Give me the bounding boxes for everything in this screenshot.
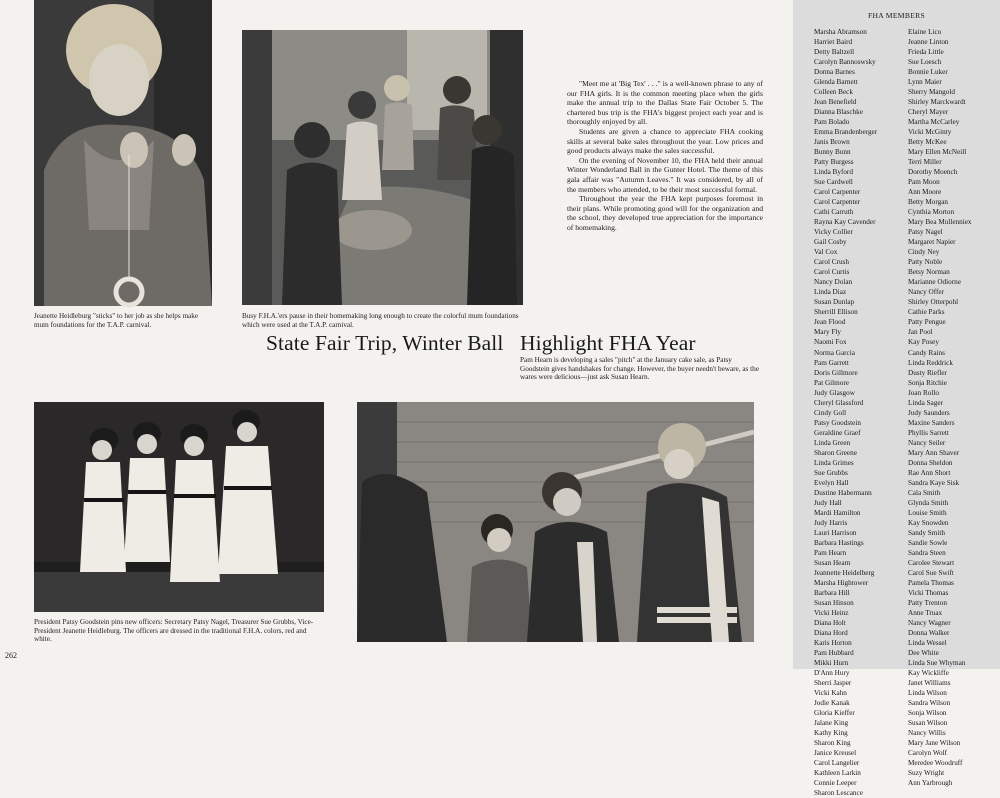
member-name: Cala Smith bbox=[908, 488, 941, 497]
member-name: Sharon King bbox=[814, 739, 851, 748]
member-name: Sue Loesch bbox=[908, 58, 942, 67]
member-name: Patty Pengue bbox=[908, 318, 946, 327]
photo-cake-sale bbox=[357, 402, 754, 642]
member-name: Sonja Ritchie bbox=[908, 378, 947, 387]
member-name: Suzy Wright bbox=[908, 769, 945, 778]
member-name: Ann Moore bbox=[908, 188, 942, 197]
member-name: Candy Rains bbox=[908, 348, 945, 357]
member-name: Sandie Sowle bbox=[908, 538, 948, 547]
caption-photo2: Busy F.H.A.'ers pause in their homemaking long enough to create the colorful mum foundations which were used at the T.A.P. carnival. bbox=[242, 312, 519, 329]
member-name: Sonja Wilson bbox=[908, 709, 947, 718]
member-name: Norma Garcia bbox=[814, 348, 855, 357]
member-name: Kay Posey bbox=[908, 338, 939, 347]
member-name: Marsha Abramson bbox=[814, 28, 867, 36]
member-name: Martha McCarley bbox=[908, 118, 960, 127]
member-name: Linda Wessel bbox=[908, 638, 947, 647]
member-name: D'Ann Hury bbox=[814, 669, 850, 677]
member-name: Kathy King bbox=[814, 729, 848, 738]
member-name: Cindy Goll bbox=[814, 408, 847, 417]
member-name: Margaret Napier bbox=[908, 238, 956, 247]
member-name: Jan Pool bbox=[908, 328, 933, 337]
member-name: Susan Dunlap bbox=[814, 298, 855, 307]
member-name: Patsy Nagel bbox=[908, 228, 943, 237]
member-name: Linda Grimes bbox=[814, 458, 854, 467]
member-name: Kathleen Larkin bbox=[814, 769, 861, 778]
member-name: Patty Noble bbox=[908, 258, 943, 267]
member-name: Vicki McGinty bbox=[908, 128, 952, 137]
caption-photo3: President Patsy Goodstein pins new officers: Secretary Patsy Nagel, Treasurer Sue Grubbs, Vice-President Jeanette Heidleburg. The officers are dressed in the traditional F.H.A. colors, red and white. bbox=[34, 618, 314, 644]
member-name: Val Cox bbox=[814, 248, 838, 257]
member-name: Sherri Jasper bbox=[814, 679, 852, 688]
member-name: Evelyn Hall bbox=[814, 478, 849, 487]
member-name: Linda Byford bbox=[814, 168, 853, 177]
member-name: Carol Crush bbox=[814, 258, 849, 267]
member-name: Lauri Harrison bbox=[814, 528, 857, 537]
members-column-right bbox=[908, 27, 971, 788]
member-name: Lynn Maier bbox=[908, 78, 942, 87]
member-name: Pamela Thomas bbox=[908, 578, 954, 587]
member-name: Janis Brown bbox=[814, 138, 850, 147]
member-name: Louise Smith bbox=[908, 508, 947, 517]
member-name: Meredee Woodruff bbox=[908, 759, 963, 768]
member-name: Sharon Greene bbox=[814, 448, 857, 457]
member-name: Shirley Otterpohl bbox=[908, 298, 959, 307]
member-name: Carolyn Wolf bbox=[908, 749, 948, 758]
member-name: Dustine Habermann bbox=[814, 488, 872, 497]
member-name: Linda Green bbox=[814, 438, 851, 447]
members-column-left bbox=[814, 27, 877, 798]
member-name: Glenda Barnett bbox=[814, 78, 858, 87]
member-name: Sherrill Ellison bbox=[814, 308, 858, 317]
member-name: Betty Morgan bbox=[908, 198, 948, 207]
members-title: FHA MEMBERS bbox=[867, 11, 926, 20]
member-name: Gail Cosby bbox=[814, 238, 847, 247]
member-name: Connie Leeper bbox=[814, 779, 857, 788]
member-name: Janet Williams bbox=[908, 679, 951, 688]
member-name: Dianna Blaschke bbox=[814, 108, 863, 117]
member-name: Naomi Fox bbox=[814, 338, 847, 347]
member-name: Judy Glasgow bbox=[814, 388, 855, 397]
member-name: Sandra Kaye Sisk bbox=[908, 478, 960, 487]
member-name: Vicky Collier bbox=[814, 228, 853, 237]
member-name: Phyllis Sarrett bbox=[908, 428, 949, 437]
member-name: Patty Trenton bbox=[908, 598, 947, 607]
member-name: Maxine Sanders bbox=[908, 418, 955, 427]
member-name: Carol Carpenter bbox=[814, 188, 861, 197]
member-name: Donna Walker bbox=[908, 628, 950, 637]
member-name: Betsy Norman bbox=[908, 268, 950, 277]
member-name: Susan Hinson bbox=[814, 598, 854, 607]
member-name: Karis Horton bbox=[814, 638, 852, 647]
member-name: Jeannette Heidelberg bbox=[814, 568, 875, 577]
member-name: Diana Hord bbox=[814, 628, 848, 637]
member-name: Linda Sager bbox=[908, 398, 943, 407]
member-name: Mary Fly bbox=[814, 328, 841, 337]
member-name: Nancy Wagner bbox=[908, 618, 951, 627]
member-name: Susan Wilson bbox=[908, 719, 948, 728]
photo-busy-fha bbox=[242, 30, 523, 305]
member-name: Pam Hubbard bbox=[814, 648, 854, 657]
member-name: Linda Reddrick bbox=[908, 358, 953, 367]
member-name: Kay Wickliffe bbox=[908, 669, 949, 677]
member-name: Rayna Kay Cavender bbox=[814, 218, 876, 227]
member-name: Sharon Lescance bbox=[814, 789, 863, 798]
member-name: Carol Sue Swift bbox=[908, 568, 954, 577]
member-name: Carolyn Bannoswsky bbox=[814, 58, 876, 67]
member-name: Kay Snowden bbox=[908, 518, 949, 527]
member-name: Geraldine Graef bbox=[814, 428, 861, 437]
member-name: Shirley Marckwardt bbox=[908, 98, 966, 107]
member-name: Sue Grubbs bbox=[814, 468, 848, 477]
member-name: Vicki Heinz bbox=[814, 608, 849, 617]
member-name: Mary Ann Shaver bbox=[908, 448, 960, 457]
member-name: Judy Saunders bbox=[908, 408, 950, 417]
member-name: Linda Diaz bbox=[814, 288, 847, 297]
member-name: Gloria Kieffer bbox=[814, 709, 855, 718]
member-name: Betty McKee bbox=[908, 138, 947, 147]
photo-jeanette-mum bbox=[34, 0, 212, 306]
body-paragraph-2: Students are given a chance to appreciate FHA cooking skills at several bake sales throughout the year. Low prices and good products always make the sales successful. bbox=[567, 126, 763, 156]
body-paragraph-1: "Meet me at 'Big Tex' . . ." is a well-known phrase to any of our FHA girls. It is the common meeting place when the girls make the annual trip to the Dallas State Fair October 5. The chartered bus trip is the FHA's biggest project each year and is thoroughly enjoyed by all. bbox=[567, 79, 763, 127]
member-name: Jodie Kanak bbox=[814, 699, 850, 708]
member-name: Mary Bea Mullenniex bbox=[908, 218, 972, 227]
fha-members-panel bbox=[793, 0, 1000, 798]
member-name: Sherry Mangold bbox=[908, 88, 955, 97]
member-name: Pam Bolado bbox=[814, 118, 850, 127]
member-name: Pam Garrett bbox=[814, 358, 849, 367]
body-paragraph-3: On the evening of November 10, the FHA held their annual Winter Wonderland Ball in the Gunter Hotel. The theme of this gala affair was "Autumn Leaves." It was considered, by all of the members who attended, to be their most successful formal. bbox=[567, 155, 763, 194]
member-name: Elaine Lico bbox=[908, 28, 942, 36]
member-name: Janice Kreusel bbox=[814, 749, 857, 758]
member-name: Glynda Smith bbox=[908, 498, 949, 507]
member-name: Vicki Thomas bbox=[908, 588, 949, 597]
member-name: Carol Langelier bbox=[814, 759, 860, 768]
member-name: Pat Gilmore bbox=[814, 378, 849, 387]
member-name: Cynthia Morton bbox=[908, 208, 955, 217]
member-name: Carol Carpenter bbox=[814, 198, 861, 207]
member-name: Mary Jane Wilson bbox=[908, 739, 961, 748]
member-name: Sandra Steen bbox=[908, 548, 946, 557]
member-name: Cathi Carruth bbox=[814, 208, 854, 217]
member-name: Sue Cardwell bbox=[814, 178, 853, 187]
photo-new-officers bbox=[34, 402, 324, 612]
member-name: Terri Miller bbox=[908, 158, 942, 167]
member-name: Jeanne Linton bbox=[908, 38, 949, 47]
member-name: Rae Ann Short bbox=[908, 468, 951, 477]
member-name: Cheryl Mayer bbox=[908, 108, 949, 117]
member-name: Susan Hearn bbox=[814, 558, 851, 567]
member-name: Nancy Willis bbox=[908, 729, 946, 738]
member-name: Judy Harris bbox=[814, 518, 848, 527]
member-name: Patty Burgess bbox=[814, 158, 854, 167]
member-name: Harriet Baird bbox=[814, 38, 853, 47]
member-name: Frieda Little bbox=[908, 48, 944, 57]
member-name: Pam Moon bbox=[908, 178, 940, 187]
member-name: Anne Truax bbox=[908, 608, 943, 617]
member-name: Donna Sheldon bbox=[908, 458, 953, 467]
member-name: Marianne Odiorne bbox=[908, 278, 961, 287]
member-name: Judy Hall bbox=[814, 498, 842, 507]
member-name: Nancy Offer bbox=[908, 288, 944, 297]
member-name: Dusty Riefler bbox=[908, 368, 947, 377]
body-paragraph-4: Throughout the year the FHA kept purposes foremost in their plans. While promoting good will for the organization and the school, they developed true appreciation for the importance of homemaking. bbox=[567, 194, 763, 232]
member-name: Joan Rollo bbox=[908, 388, 939, 397]
article-body bbox=[567, 79, 763, 233]
member-name: Mardi Hamilton bbox=[814, 508, 861, 517]
member-name: Jean Flood bbox=[814, 318, 846, 327]
member-name: Emma Brandenberger bbox=[814, 128, 878, 137]
member-name: Carolee Stewart bbox=[908, 558, 955, 567]
member-name: Marsha Hightower bbox=[814, 578, 869, 587]
member-name: Diana Holt bbox=[814, 618, 846, 627]
member-name: Jean Benefield bbox=[814, 98, 857, 107]
member-name: Mary Ellen McNeill bbox=[908, 148, 967, 157]
member-name: Mikki Hurn bbox=[814, 658, 849, 667]
headline-left: State Fair Trip, Winter Ball bbox=[266, 331, 504, 355]
member-name: Ann Yarbrough bbox=[908, 779, 953, 788]
headline-right: Highlight FHA Year bbox=[520, 331, 696, 355]
member-name: Nancy Seiler bbox=[908, 438, 946, 447]
member-name: Linda Wilson bbox=[908, 689, 947, 698]
member-name: Patsy Goodstein bbox=[814, 418, 861, 427]
caption-photo1: Jeanette Heidleburg "sticks" to her job as she helps make mum foundations for the T.A.P. carnival. bbox=[34, 312, 199, 329]
member-name: Nancy Dolan bbox=[814, 278, 853, 287]
member-name: Barbara Hastings bbox=[814, 538, 864, 547]
member-name: Sandy Smith bbox=[908, 528, 945, 537]
member-name: Cathie Parks bbox=[908, 308, 945, 317]
member-name: Bunny Bunn bbox=[814, 148, 851, 157]
member-name: Barbara Hill bbox=[814, 588, 850, 597]
member-name: Jalane King bbox=[814, 719, 849, 728]
member-name: Pam Hearn bbox=[814, 548, 847, 557]
member-name: Colleen Beck bbox=[814, 88, 853, 97]
member-name: Cheryl Glassford bbox=[814, 398, 864, 407]
member-name: Linda Sue Whyman bbox=[908, 658, 966, 667]
member-name: Carol Curtis bbox=[814, 268, 850, 277]
member-name: Cindy Ney bbox=[908, 248, 940, 257]
member-name: Sandra Wilson bbox=[908, 699, 951, 708]
member-name: Dee White bbox=[908, 648, 939, 657]
member-name: Doris Gillmore bbox=[814, 368, 858, 377]
member-name: Detty Baltzell bbox=[814, 48, 855, 57]
member-name: Dorothy Moench bbox=[908, 168, 958, 177]
member-name: Bonnie Luker bbox=[908, 68, 948, 77]
caption-photo4: Pam Hearn is developing a sales "pitch" at the January cake sale, as Patsy Goodstein gives handshakes for change. However, the buyer needn't beware, as the wares were delicious—just ask Susan Hearn. bbox=[520, 356, 759, 382]
page-number: 262 bbox=[5, 651, 17, 660]
member-name: Donna Barnes bbox=[814, 68, 855, 77]
member-name: Vicki Kahn bbox=[814, 689, 847, 698]
